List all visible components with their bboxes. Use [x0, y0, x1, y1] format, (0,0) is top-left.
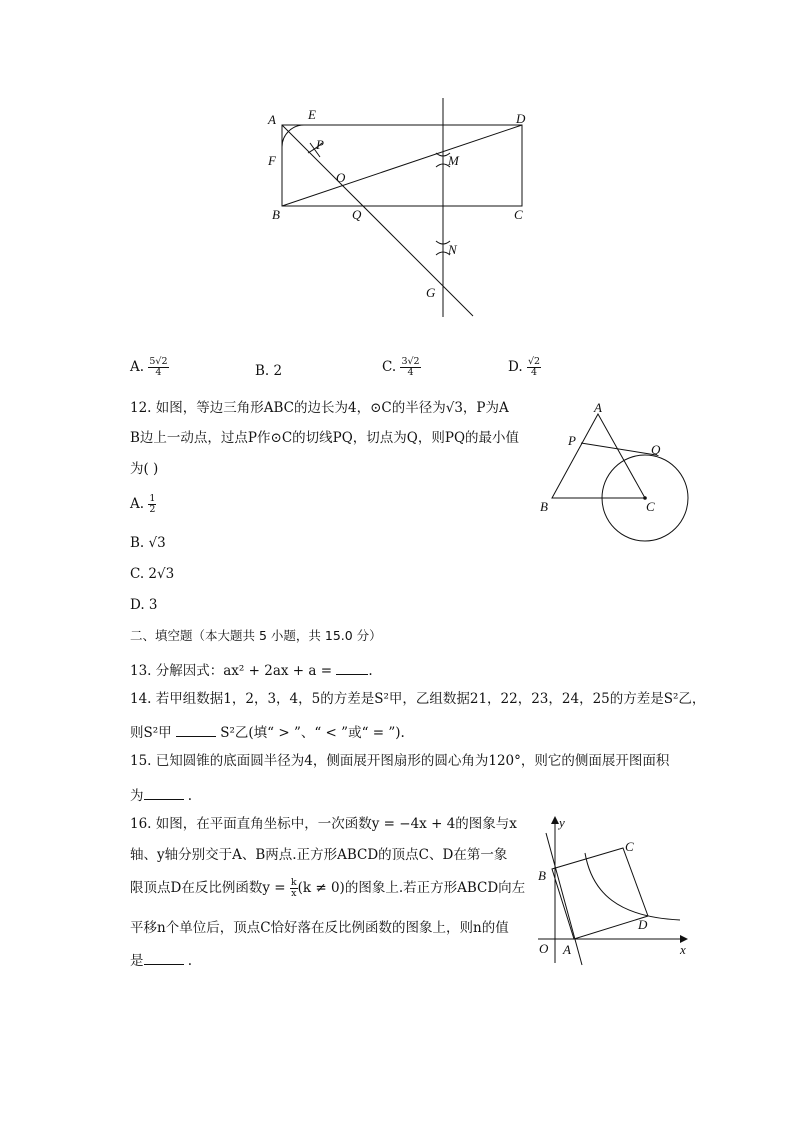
y-axis-arrow: [551, 816, 559, 824]
label-o: O: [539, 941, 549, 956]
q12-option-b: B. √3: [130, 535, 166, 551]
option-fraction: $\frac{5√2}{4}$: [149, 356, 168, 378]
q12-figure: [535, 400, 695, 548]
question-end: S²乙(填“ > ”、“ < ”或“ = ”).: [215, 725, 405, 741]
label-d: D: [638, 917, 648, 932]
option-fraction: $\frac{√2}{4}$: [527, 356, 541, 378]
square-abcd: [552, 848, 648, 939]
q15-line1: 15. 已知圆锥的底面圆半径为4，侧面展开图扇形的圆心角为120°，则它的侧面展开图面积: [130, 753, 670, 769]
label-a: A: [594, 400, 602, 415]
question-text-cont: (k ≠ 0)的图象上.若正方形ABCD向左: [297, 879, 526, 896]
question-end: .: [183, 788, 193, 804]
q16-figure: [530, 813, 695, 968]
q12-line1: 12. 如图，等边三角形ABC的边长为4，⊙C的半径为√3，P为A: [130, 400, 509, 416]
answer-blank[interactable]: [144, 952, 184, 965]
label-e: E: [308, 107, 316, 122]
question-text: 限顶点D在反比例函数y =: [130, 879, 290, 896]
q12-option-d: D. 3: [130, 597, 158, 613]
q13-text: [130, 662, 373, 679]
label-b: B: [272, 207, 280, 222]
section-heading: 二、填空题（本大题共 5 小题，共 15.0 分）: [130, 628, 382, 643]
label-c: C: [646, 499, 655, 514]
label-b: B: [538, 868, 546, 883]
q16-line4: 平移n个单位后，顶点C恰好落在反比例函数的图象上，则n的值: [130, 920, 509, 936]
q12-option-c: C. 2√3: [130, 566, 175, 582]
q14-line2: [130, 724, 405, 741]
answer-blank[interactable]: [176, 724, 216, 737]
option-fraction: $\frac{3√2}{4}$: [401, 356, 420, 378]
option-letter: A.: [130, 495, 145, 512]
question-text: 13. 分解因式：ax² + 2ax + a =: [130, 663, 337, 679]
label-y: y: [559, 815, 565, 830]
hyperbola: [585, 853, 680, 920]
q16-line1: 16. 如图，在平面直角坐标中，一次函数y = −4x + 4的图象与x: [130, 816, 517, 832]
q11-figure: [260, 95, 540, 320]
label-m: M: [448, 153, 459, 168]
question-text: 则S²甲: [130, 725, 176, 741]
question-text: 为: [130, 788, 144, 804]
question-end: .: [183, 953, 193, 969]
option-letter: A.: [130, 358, 145, 375]
answer-blank[interactable]: [336, 662, 368, 675]
triangle-abc: [552, 414, 645, 498]
q11-option-c: [382, 357, 421, 378]
q11-option-b: [255, 365, 282, 379]
label-d: D: [516, 111, 526, 126]
q16-line5: [130, 952, 192, 969]
answer-blank[interactable]: [144, 787, 184, 800]
option-letter: D.: [508, 358, 523, 375]
label-b: B: [540, 499, 548, 514]
option-fraction: $\frac{1}{2}$: [149, 493, 156, 515]
option-value: 2: [273, 363, 283, 379]
question-end: .: [368, 663, 373, 679]
label-q: Q: [352, 207, 362, 222]
q11-option-d: [508, 357, 541, 378]
tangent-pq: [581, 443, 656, 455]
label-q: Q: [651, 442, 661, 457]
label-c: C: [514, 207, 523, 222]
q14-line1: 14. 若甲组数据1，2，3，4，5的方差是S²甲，乙组数据21，22，23，24，25的方差是S²乙，: [130, 691, 706, 707]
option-letter: C.: [382, 358, 397, 375]
q11-option-a: [130, 357, 169, 378]
label-f: F: [268, 153, 276, 168]
label-a: A: [268, 112, 276, 127]
label-p: P: [568, 433, 576, 448]
label-a: A: [563, 942, 571, 957]
option-letter: B.: [255, 363, 270, 379]
label-n: N: [448, 242, 457, 257]
label-o: O: [336, 170, 346, 185]
bisector-line: [282, 125, 473, 316]
label-g: G: [426, 285, 436, 300]
q12-line3: 为( ): [130, 461, 159, 477]
q15-line2: [130, 787, 192, 804]
fraction-k-over-x: $\frac{k}{x}$: [290, 877, 297, 899]
q12-option-a: [130, 494, 156, 515]
label-x: x: [680, 942, 686, 957]
label-c: C: [625, 839, 634, 854]
q16-line2: 轴、y轴分别交于A、B两点.正方形ABCD的顶点C、D在第一象: [130, 847, 508, 863]
q12-line2: B边上一动点，过点P作⊙C的切线PQ，切点为Q，则PQ的最小值: [130, 430, 520, 446]
q16-line3: [130, 878, 525, 899]
label-p: P: [316, 137, 324, 152]
question-text: 是: [130, 953, 144, 969]
